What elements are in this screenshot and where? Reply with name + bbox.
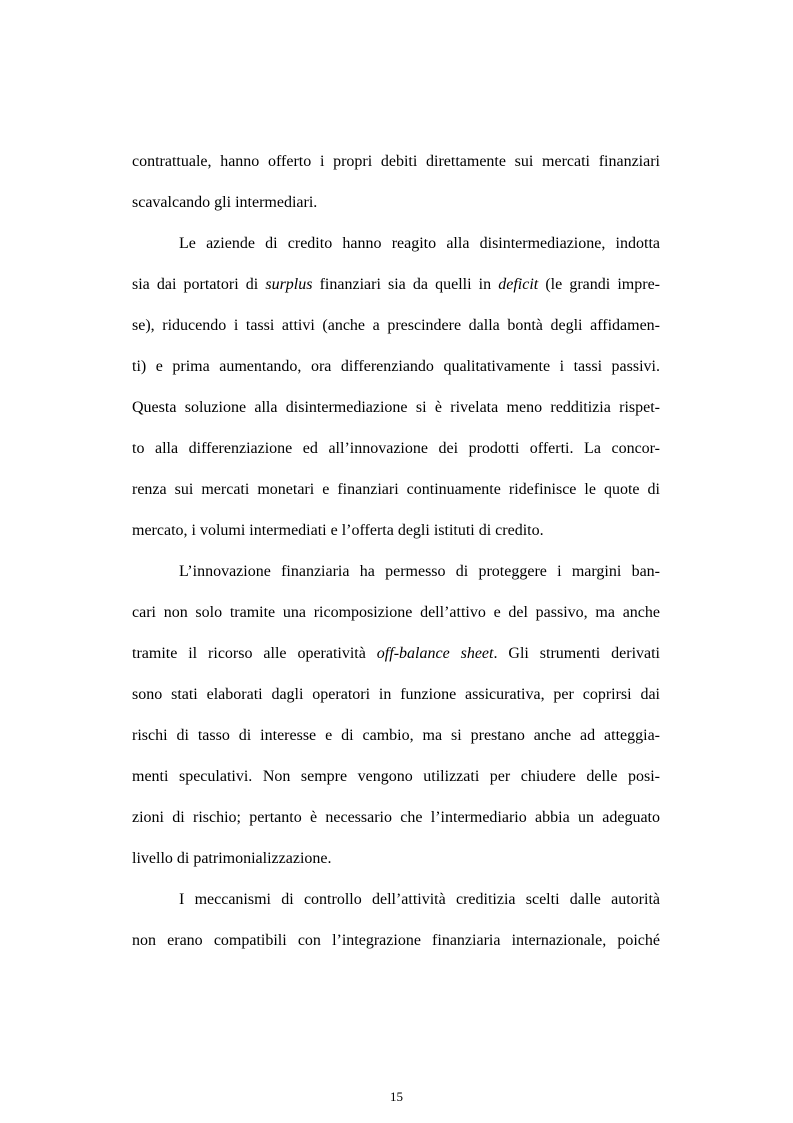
- text-line: ti) e prima aumentando, ora differenziando qualitativamente i tassi passivi.: [132, 358, 660, 375]
- text-line: [132, 274, 660, 296]
- text-line: renza sui mercati monetari e finanziari continuamente ridefinisce le quote di: [132, 481, 660, 498]
- text-line: I meccanismi di controllo dell’attività creditizia scelti dalle autorità: [179, 891, 660, 908]
- text-line: scavalcando gli intermediari.: [132, 194, 318, 211]
- italic-term-off-balance-sheet: off-balance sheet: [376, 645, 494, 662]
- text-run: tramite il ricorso alle operatività: [132, 645, 377, 662]
- text-line: menti speculativi. Non sempre vengono utilizzati per chiudere delle posi-: [132, 768, 660, 785]
- italic-term-surplus: surplus: [265, 276, 313, 293]
- text-line: Questa soluzione alla disintermediazione si è rivelata meno redditizia rispet-: [132, 399, 660, 416]
- text-line: [132, 643, 660, 665]
- text-line: cari non solo tramite una ricomposizione dell’attivo e del passivo, ma anche: [132, 604, 660, 621]
- text-line: to alla differenziazione ed all’innovazione dei prodotti offerti. La concor-: [132, 440, 660, 457]
- page-number: 15: [390, 1089, 403, 1104]
- text-line: zioni di rischio; pertanto è necessario che l’intermediario abbia un adeguato: [132, 809, 660, 826]
- text-line: contrattuale, hanno offerto i propri debiti direttamente sui mercati finanziari: [132, 153, 660, 170]
- text-run: (le grandi impre-: [538, 276, 660, 293]
- text-line: non erano compatibili con l’integrazione finanziaria internazionale, poiché: [132, 932, 660, 949]
- text-run: finanziari sia da quelli in: [312, 276, 499, 293]
- text-line: Le aziende di credito hanno reagito alla disintermediazione, indotta: [179, 235, 660, 252]
- text-line: se), riducendo i tassi attivi (anche a prescindere dalla bontà degli affidamen-: [132, 317, 660, 334]
- text-run: . Gli strumenti derivati: [493, 645, 660, 662]
- text-line: L’innovazione finanziaria ha permesso di proteggere i margini ban-: [179, 563, 660, 580]
- text-line: sono stati elaborati dagli operatori in funzione assicurativa, per coprirsi dai: [132, 686, 660, 703]
- text-line: mercato, i volumi intermediati e l’offerta degli istituti di credito.: [132, 522, 544, 539]
- text-run: sia dai portatori di: [132, 276, 266, 293]
- italic-term-deficit: deficit: [498, 276, 539, 293]
- text-line: rischi di tasso di interesse e di cambio, ma si prestano anche ad atteggia-: [132, 727, 660, 744]
- text-line: livello di patrimonializzazione.: [132, 850, 332, 867]
